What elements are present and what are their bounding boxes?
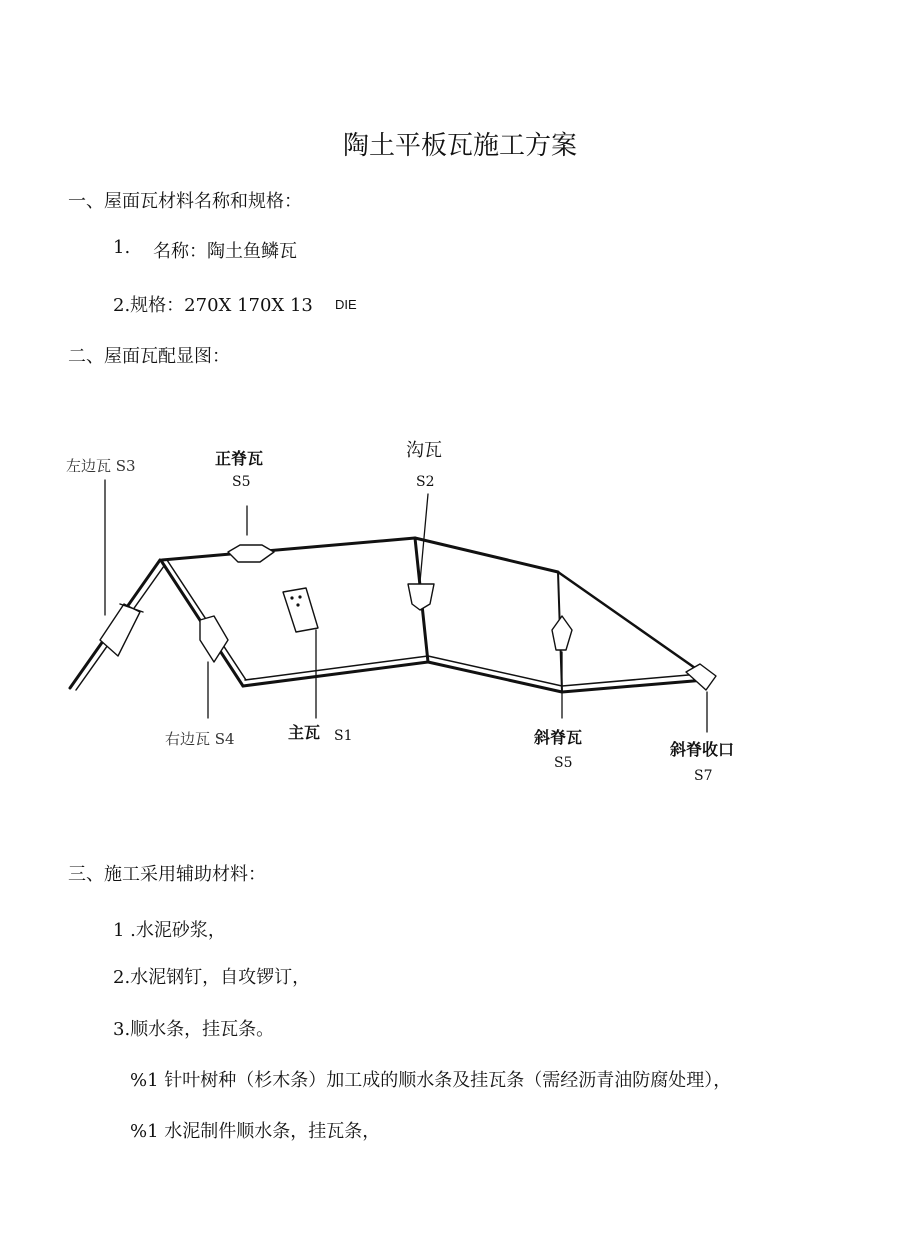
label-ridge-tile-name: 正脊瓦 <box>215 449 264 468</box>
gutter-tile-shape <box>408 584 434 610</box>
section-3-heading: 三、施工采用辅助材料： <box>68 864 266 885</box>
label-hip-tile-code: S5 <box>554 755 573 771</box>
label-ridge-tile-code: S5 <box>232 474 251 490</box>
upper-right-ridge <box>415 538 558 572</box>
label-main-tile-name: 主瓦 <box>288 723 321 742</box>
label-left-edge-tile: 左边瓦 S3 <box>66 457 136 475</box>
aux-subitem-2: %1 水泥制件顺水条，挂瓦条， <box>130 1121 381 1142</box>
hip-end-tile-shape <box>686 664 716 690</box>
label-right-edge-tile: 右边瓦 S4 <box>165 730 235 748</box>
ridge-tile-shape <box>228 545 274 562</box>
document-title: 陶土平板瓦施工方案 <box>342 131 577 161</box>
item-2-text: 2.规格：270X 170X 13 <box>113 295 313 316</box>
main-tile-nail-hole <box>296 603 299 606</box>
main-tile-nail-hole <box>298 595 301 598</box>
item-2-unit: DIE <box>335 297 357 312</box>
label-gutter-tile-name: 沟瓦 <box>406 440 442 461</box>
aux-item-2: 2.水泥钢钉，自攻锣订， <box>113 967 311 988</box>
label-gutter-tile-code: S2 <box>416 474 435 490</box>
label-hip-end-tile-code: S7 <box>694 768 713 784</box>
label-hip-tile-name: 斜脊瓦 <box>534 728 583 747</box>
label-main-tile-code: S1 <box>334 728 353 744</box>
section-2-heading: 二、屋面瓦配显图： <box>68 346 230 367</box>
aux-item-3: 3.顺水条，挂瓦条。 <box>113 1019 275 1040</box>
aux-subitem-1: %1 针叶树种（杉木条）加工成的顺水条及挂瓦条（需经沥青油防腐处理）， <box>130 1070 732 1091</box>
label-hip-end-tile-name: 斜脊收口 <box>670 740 735 759</box>
main-tile-nail-hole <box>290 596 293 599</box>
hip-line <box>558 572 705 675</box>
item-1-number: 1. <box>113 237 131 258</box>
main-tile-shape <box>283 588 318 632</box>
ridge-line <box>162 538 415 560</box>
section-1-heading: 一、屋面瓦材料名称和规格： <box>68 191 302 212</box>
hip-tile-shape <box>552 616 572 650</box>
item-1-text: 名称：陶土鱼鳞瓦 <box>153 241 297 262</box>
aux-item-1: 1 .水泥砂浆， <box>113 920 226 941</box>
